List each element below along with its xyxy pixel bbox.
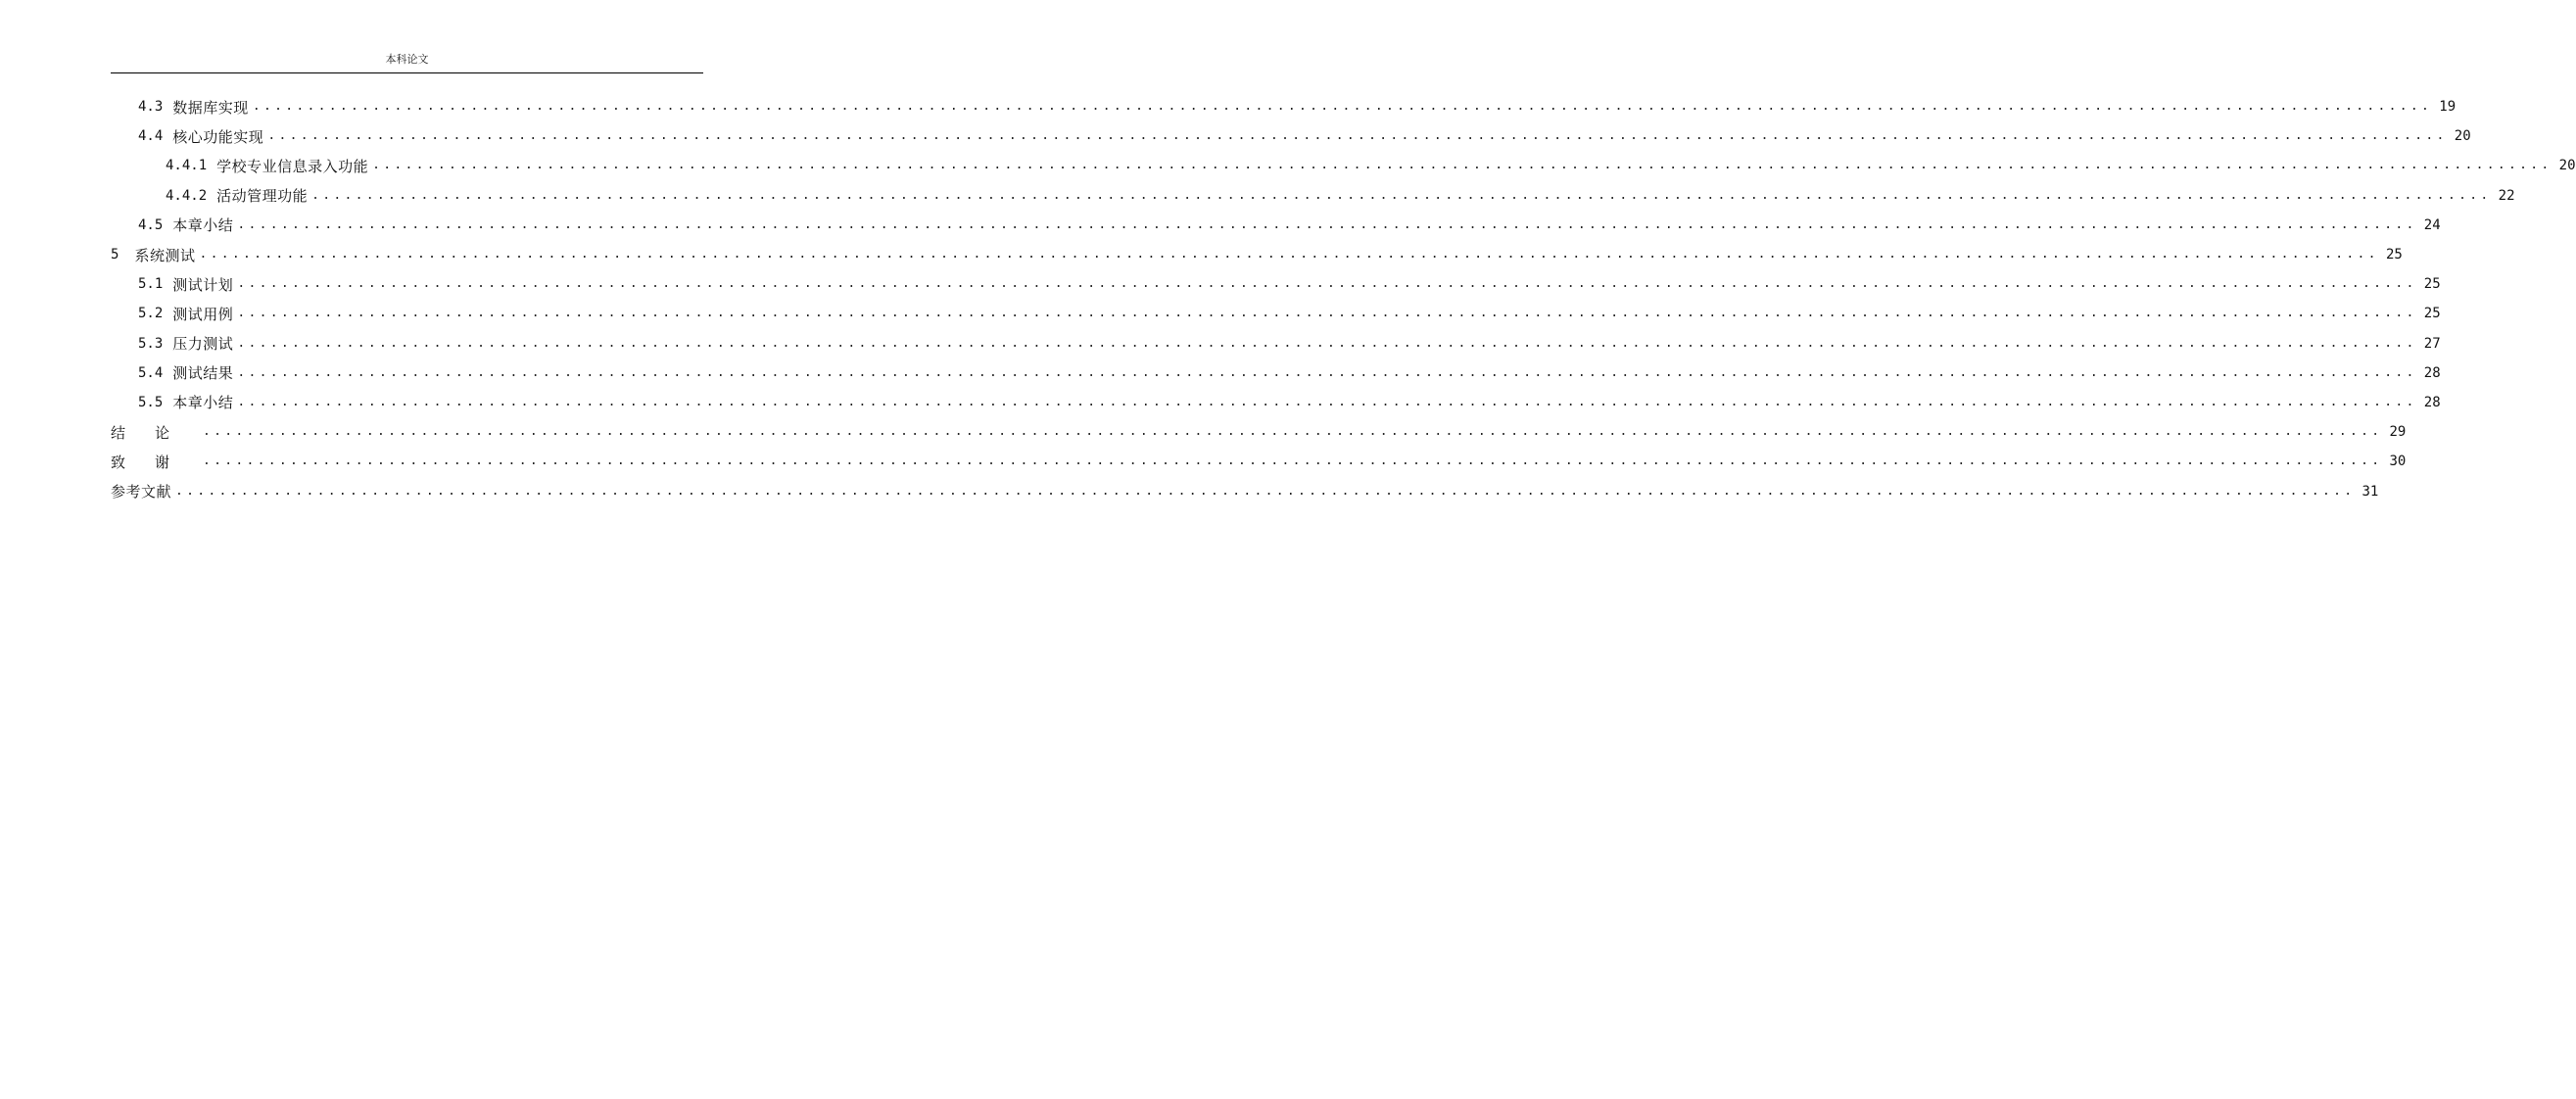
toc-entry-page: 31 (2361, 483, 2379, 500)
toc-entry-page: 19 (2439, 99, 2457, 116)
toc-leader-dots: ........................................................................................................................................................................................................ (237, 306, 2417, 321)
toc-entry-number: 5 (111, 247, 119, 263)
toc-leader-dots: ........................................................................................................................................................................................................ (311, 187, 2492, 203)
toc-entry[interactable] (111, 211, 2441, 240)
toc-entry-title: 测试用例 (172, 305, 234, 323)
toc-entry-page: 25 (2423, 306, 2441, 322)
toc-entry[interactable] (111, 358, 2441, 388)
toc-entry-page: 22 (2498, 187, 2515, 204)
toc-leader-dots: ........................................................................................................................................................................................................ (237, 335, 2417, 351)
toc-entry[interactable] (111, 299, 2441, 328)
toc-entry[interactable] (111, 388, 2441, 417)
toc-entry[interactable] (111, 329, 2441, 358)
table-of-contents (111, 92, 2576, 506)
toc-entry[interactable] (111, 417, 2407, 447)
toc-entry[interactable] (111, 240, 2403, 269)
toc-entry-number: 5.5 (138, 394, 164, 410)
toc-leader-dots: ........................................................................................................................................................................................................ (237, 394, 2417, 409)
toc-entry-title: 本章小结 (172, 216, 234, 235)
toc-entry-number: 5.1 (138, 276, 164, 293)
toc-entry-title: 学校专业信息录入功能 (216, 157, 369, 175)
toc-entry[interactable] (111, 92, 2457, 121)
toc-entry-page: 24 (2423, 216, 2441, 233)
toc-entry[interactable] (111, 121, 2471, 151)
toc-entry-number: 4.4.2 (166, 187, 208, 204)
toc-entry-title: 本章小结 (172, 394, 234, 412)
toc-leader-dots: ........................................................................................................................................................................................................ (267, 128, 2448, 144)
toc-entry[interactable] (111, 447, 2407, 476)
toc-entry-title: 测试计划 (172, 275, 234, 294)
page-header (111, 53, 703, 73)
toc-entry-title: 测试结果 (172, 364, 234, 383)
toc-entry-page: 25 (2423, 276, 2441, 293)
toc-entry-page: 25 (2385, 247, 2403, 263)
toc-entry-page: 28 (2423, 364, 2441, 381)
toc-entry-page: 27 (2423, 335, 2441, 352)
toc-leader-dots: ........................................................................................................................................................................................................ (372, 158, 2552, 173)
toc-leader-dots: ........................................................................................................................................................................................................ (203, 424, 2383, 440)
toc-leader-dots: ........................................................................................................................................................................................................ (252, 99, 2433, 115)
toc-entry[interactable] (111, 476, 2379, 505)
toc-leader-dots: ........................................................................................................................................................................................................ (203, 454, 2383, 469)
toc-entry-title: 数据库实现 (172, 98, 249, 117)
toc-entry[interactable] (111, 269, 2441, 299)
toc-entry-page: 29 (2389, 424, 2407, 441)
toc-leader-dots: ........................................................................................................................................................................................................ (237, 364, 2417, 380)
toc-entry-title: 系统测试 (134, 246, 196, 264)
toc-entry-page: 20 (2558, 158, 2576, 174)
toc-entry-number: 5.2 (138, 306, 164, 322)
toc-entry[interactable] (111, 151, 2576, 180)
toc-entry-title: 压力测试 (172, 335, 234, 354)
toc-leader-dots: ........................................................................................................................................................................................................ (237, 276, 2417, 292)
toc-leader-dots: ........................................................................................................................................................................................................ (237, 216, 2417, 232)
toc-entry-title: 核心功能实现 (172, 127, 264, 146)
toc-entry-number: 4.3 (138, 99, 164, 116)
toc-entry-number: 5.3 (138, 335, 164, 352)
toc-leader-dots: ........................................................................................................................................................................................................ (199, 247, 2379, 263)
toc-entry-number: 4.4 (138, 128, 164, 145)
header-title: 本科论文 (385, 53, 429, 66)
toc-entry-page: 28 (2423, 394, 2441, 410)
toc-entry-title: 结论 (111, 423, 200, 442)
toc-entry-number: 5.4 (138, 364, 164, 381)
toc-entry-page: 30 (2389, 454, 2407, 470)
toc-entry-title: 活动管理功能 (216, 187, 309, 206)
toc-entry-page: 20 (2454, 128, 2471, 145)
toc-leader-dots: ........................................................................................................................................................................................................ (175, 483, 2356, 499)
toc-entry-number: 4.4.1 (166, 158, 208, 174)
toc-entry-number: 4.5 (138, 216, 164, 233)
toc-entry[interactable] (111, 181, 2515, 211)
toc-entry-title: 参考文献 (111, 483, 172, 502)
toc-entry-title: 致谢 (111, 453, 200, 471)
